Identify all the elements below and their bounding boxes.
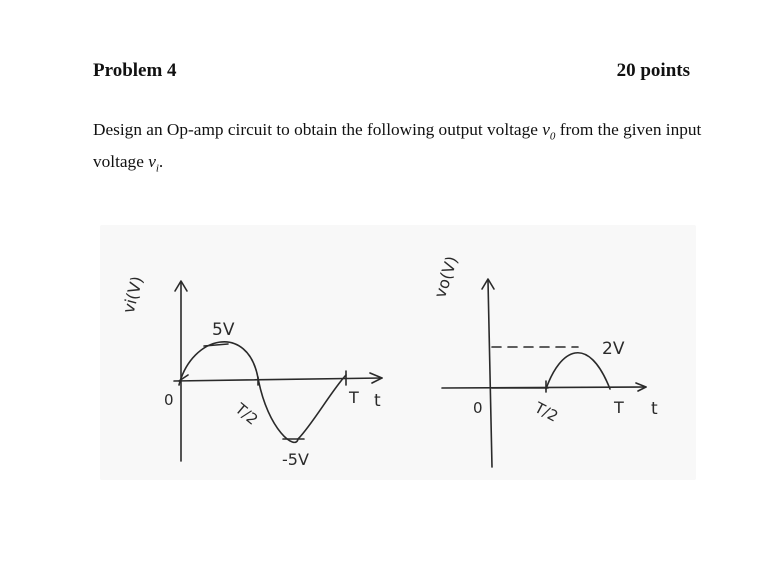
input-y-axis-label: vi(V) (118, 274, 147, 316)
vi-subscript: i (155, 162, 159, 175)
input-sine-wave (179, 342, 346, 443)
waveform-sketch (100, 225, 696, 480)
problem-title: Problem 4 (93, 60, 177, 81)
output-y-axis-label: vo(V) (430, 253, 462, 301)
statement-text: Design an Op-amp circuit to obtain the following output voltage (93, 120, 543, 139)
output-y-axis (488, 281, 492, 467)
output-period-label: T (614, 398, 624, 417)
input-half-period-label: T/2 (231, 399, 262, 429)
input-peak-mark (204, 344, 228, 346)
output-x-axis-label: t (651, 399, 658, 419)
input-trough-label: -5V (282, 450, 309, 469)
output-peak-label: 2V (602, 339, 625, 359)
vi-symbol: v (148, 152, 156, 172)
output-half-period-label: T/2 (531, 398, 562, 426)
handwritten-figure (100, 225, 696, 480)
output-half-wave (546, 353, 610, 389)
problem-points: 20 points (616, 60, 690, 81)
output-waveform-plot (430, 254, 658, 467)
vo-subscript: 0 (549, 130, 556, 143)
statement-text: from the given input voltage (93, 120, 702, 172)
statement-text: . (158, 152, 164, 172)
input-waveform-plot (119, 274, 382, 469)
input-x-axis (174, 378, 382, 381)
input-x-axis-label: t (374, 391, 381, 411)
vo-symbol: v (542, 120, 550, 139)
input-peak-label: 5V (212, 320, 235, 340)
output-origin-label: 0 (473, 399, 483, 417)
input-period-label: T (349, 388, 359, 407)
input-origin-label: 0 (164, 391, 174, 409)
problem-statement (93, 117, 703, 182)
